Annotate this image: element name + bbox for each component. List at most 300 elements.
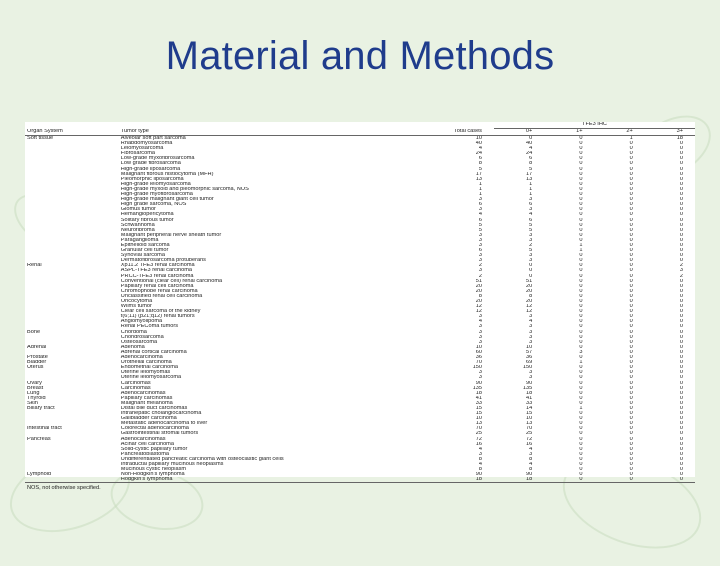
count-cell: 0 (645, 477, 695, 483)
tumor-type-cell: Adenocarcinoma (120, 355, 163, 361)
count-cell: 6 (478, 248, 482, 254)
count-cell: 0 (679, 253, 683, 259)
count-cell: 70 (475, 360, 482, 366)
organ-system-cell: Intestinal tract (27, 426, 62, 432)
count-cell: 0 (579, 375, 583, 381)
count-cell: 0 (629, 232, 633, 238)
count-cell: 0 (629, 212, 633, 218)
organ-system-cell: Thyroid (27, 395, 46, 401)
count-cell: 0 (629, 314, 633, 320)
count-cell: 41 (526, 395, 533, 401)
count-cell: 24 (526, 151, 533, 157)
count-cell: 0 (629, 268, 633, 274)
count-cell: 0 (679, 441, 683, 447)
count-cell: 0 (529, 268, 533, 274)
count-cell: 0 (679, 380, 683, 386)
count-cell: 0 (679, 324, 683, 330)
count-cell: 1 (629, 135, 633, 141)
count-cell: 0 (629, 278, 633, 284)
count-cell: 0 (579, 370, 583, 376)
tumor-type-cell: ASPL-TFE3 renal carcinoma (120, 268, 192, 274)
count-cell: 0 (629, 467, 633, 473)
count-cell: 0 (679, 446, 683, 452)
tumor-type-cell: High-grade myxoid and pleomorphic sarcoma, NOS (120, 186, 249, 192)
count-cell: 0 (679, 334, 683, 340)
tumor-type-cell: Adrenal cortical carcinoma (120, 349, 187, 355)
count-cell: 13 (475, 421, 482, 427)
tumor-type-cell: Chordoma (120, 329, 147, 335)
tumor-type-cell: Solitary fibrous tumor (120, 217, 174, 223)
count-cell: 0 (679, 349, 683, 355)
count-cell: 20 (475, 288, 482, 294)
count-cell: 135 (472, 385, 482, 391)
count-cell: 0 (579, 166, 583, 172)
tumor-type-cell: Uterine leiomyosarcoma (120, 375, 182, 381)
count-cell: 0 (629, 166, 633, 172)
count-cell: 3 (478, 339, 482, 345)
count-cell: 0 (579, 355, 583, 361)
count-cell: 25 (475, 431, 482, 437)
count-cell: 0 (679, 212, 683, 218)
count-cell: 0 (579, 222, 583, 228)
count-cell: 8 (478, 467, 482, 473)
count-cell: 18 (676, 135, 683, 141)
count-cell: 0 (629, 375, 633, 381)
count-cell: 10 (475, 344, 482, 350)
tumor-type-cell: High-grade myofibrosarcoma (120, 192, 193, 198)
count-cell: 8 (529, 467, 533, 473)
tumor-type-cell: Glomus tumor (120, 207, 156, 213)
tumor-type-cell: Adenoma (120, 344, 145, 350)
count-cell: 0 (629, 426, 633, 432)
count-cell: 0 (579, 202, 583, 208)
count-cell: 1 (478, 181, 482, 187)
organ-system-cell: Biliary tract (27, 405, 55, 411)
count-cell: 6 (529, 202, 533, 208)
count-cell: 18 (526, 390, 533, 396)
count-cell: 0 (679, 171, 683, 177)
count-cell: 0 (629, 197, 633, 203)
count-cell: 0 (629, 181, 633, 187)
tumor-type-cell: Leiomyosarcoma (120, 146, 164, 152)
count-cell: 90 (475, 472, 482, 478)
count-cell: 0 (579, 268, 583, 274)
count-cell: 3 (529, 197, 533, 203)
count-cell: 20 (475, 283, 482, 289)
count-cell: 33 (475, 400, 482, 406)
count-cell: 41 (475, 395, 482, 401)
tumor-type-cell: Low grade fibrosarcoma (120, 161, 181, 167)
count-cell: 0 (679, 288, 683, 294)
count-cell: 3 (529, 207, 533, 213)
count-cell: 0 (679, 451, 683, 457)
count-cell: 0 (629, 253, 633, 259)
count-cell: 0 (629, 380, 633, 386)
count-cell: 12 (526, 304, 533, 310)
count-cell: 0 (579, 253, 583, 259)
tumor-type-cell: Pleomorphic liposarcoma (120, 176, 184, 182)
count-cell: 0 (679, 202, 683, 208)
tumor-type-cell: Carcinomas (120, 380, 151, 386)
count-cell: 36 (526, 355, 533, 361)
count-cell: 1 (579, 360, 583, 366)
count-cell: 0 (629, 288, 633, 294)
count-cell: 0 (629, 141, 633, 147)
count-cell: 150 (522, 365, 533, 371)
count-cell: 0 (629, 472, 633, 478)
count-cell: 3 (478, 237, 482, 243)
count-cell: 70 (475, 426, 482, 432)
tumor-type-cell: Paraganglioma (120, 237, 159, 243)
count-cell: 3 (529, 451, 533, 457)
count-cell: 1 (529, 181, 533, 187)
count-cell: 3 (529, 334, 533, 340)
count-cell: 0 (579, 446, 583, 452)
count-cell: 5 (529, 248, 533, 254)
count-cell: 135 (522, 385, 533, 391)
count-cell: 5 (529, 166, 533, 172)
count-cell: 17 (475, 171, 482, 177)
count-cell: 0 (629, 385, 633, 391)
count-cell: 0 (679, 146, 683, 152)
count-cell: 0 (679, 207, 683, 213)
tumor-type-cell: Dermatofibrosarcoma protuberans (120, 258, 206, 264)
count-cell: 18 (427, 477, 494, 483)
count-cell: 0 (629, 273, 633, 279)
count-cell: 0 (629, 436, 633, 442)
table-image-panel (25, 122, 695, 492)
count-cell: 20 (526, 283, 533, 289)
count-cell: 0 (679, 304, 683, 310)
tumor-type-cell: Clear cell sarcoma of the kidney (120, 309, 201, 315)
count-cell: 0 (579, 217, 583, 223)
organ-system-cell: Adrenal (27, 344, 47, 350)
count-cell: 4 (529, 446, 533, 452)
count-cell: 0 (629, 334, 633, 340)
count-cell: 0 (579, 319, 583, 325)
tumor-type-cell: Malignant peripheral nerve sheath tumor (120, 232, 222, 238)
count-cell: 0 (579, 329, 583, 335)
column-header: 2+ (594, 129, 644, 136)
tumor-type-cell: Gallbladder carcinoma (120, 416, 177, 422)
tumor-type-cell: Gastrointestinal stromal tumors (120, 431, 199, 437)
count-cell: 0 (579, 263, 583, 269)
count-cell: 0 (579, 146, 583, 152)
count-cell: 0 (579, 395, 583, 401)
count-cell: 3 (529, 253, 533, 259)
count-cell: 0 (629, 421, 633, 427)
count-cell: 14 (526, 405, 533, 411)
count-cell: 0 (629, 222, 633, 228)
column-header-row (25, 129, 695, 136)
count-cell: 0 (579, 273, 583, 279)
tumor-type-cell: Mucinous cystic neoplasm (120, 467, 187, 473)
count-cell: 20 (526, 288, 533, 294)
count-cell: 0 (629, 441, 633, 447)
count-cell: 8 (478, 161, 482, 167)
count-cell: 0 (579, 135, 583, 141)
count-cell: 8 (478, 456, 482, 462)
count-cell: 25 (526, 431, 533, 437)
column-header: 3+ (645, 129, 695, 136)
tumor-type-cell: Papillary renal cell carcinoma (120, 283, 194, 289)
count-cell: 0 (629, 395, 633, 401)
tumor-type-cell: Rhabdomyosarcoma (120, 141, 173, 147)
count-cell: 3 (529, 370, 533, 376)
count-cell: 0 (579, 283, 583, 289)
count-cell: 0 (544, 477, 594, 483)
count-cell: 6 (478, 217, 482, 223)
organ-system-cell: Pancreas (27, 436, 51, 442)
count-cell: 0 (579, 278, 583, 284)
count-cell: 0 (629, 370, 633, 376)
count-cell: 0 (579, 431, 583, 437)
count-cell: 0 (679, 405, 683, 411)
count-cell: 0 (679, 141, 683, 147)
count-cell: 0 (579, 151, 583, 157)
tumor-type-cell: PRCC-TFE3 renal carcinoma (120, 273, 194, 279)
count-cell: 0 (679, 472, 683, 478)
count-cell: 0 (679, 355, 683, 361)
count-cell: 0 (629, 344, 633, 350)
tumor-type-cell: Adenocarcinomas (120, 390, 166, 396)
count-cell: 0 (679, 436, 683, 442)
count-cell: 69 (526, 360, 533, 366)
tumor-type-cell: Neurofibroma (120, 227, 155, 233)
tumor-type-cell: Conventional (clear cell) renal carcinoma (120, 278, 223, 284)
count-cell: 0 (679, 390, 683, 396)
count-cell: 0 (679, 360, 683, 366)
count-cell: 3 (478, 334, 482, 340)
count-cell: 0 (579, 344, 583, 350)
count-cell: 18 (494, 477, 544, 483)
count-cell: 12 (526, 309, 533, 315)
count-cell: 6 (529, 217, 533, 223)
count-cell: 0 (579, 385, 583, 391)
count-cell: 3 (478, 370, 482, 376)
count-cell: 60 (475, 349, 482, 355)
count-cell: 0 (629, 263, 633, 269)
count-cell: 4 (478, 462, 482, 467)
count-cell: 0 (679, 166, 683, 172)
tumor-type-cell: Non-Hodgkin's lymphoma (120, 472, 185, 478)
count-cell: 3 (579, 349, 583, 355)
count-cell: 0 (679, 283, 683, 289)
count-cell: 0 (579, 192, 583, 198)
count-cell: 0 (679, 197, 683, 203)
count-cell: 0 (629, 390, 633, 396)
count-cell: 20 (526, 299, 533, 304)
tumor-type-cell: Malignant melanoma (120, 400, 173, 406)
count-cell: 0 (679, 161, 683, 167)
count-cell: 0 (679, 370, 683, 376)
tumor-type-cell: Granular cell tumor (120, 248, 169, 254)
count-cell: 0 (629, 156, 633, 162)
count-cell: 4 (478, 146, 482, 152)
count-cell: 0 (579, 207, 583, 213)
count-cell: 0 (579, 212, 583, 218)
count-cell: 0 (579, 227, 583, 233)
count-cell: 3 (478, 451, 482, 457)
count-cell: 0 (579, 293, 583, 299)
tumor-type-cell: Papillary carcinomas (120, 395, 173, 401)
count-cell: 0 (629, 400, 633, 406)
count-cell: 0 (629, 304, 633, 310)
count-cell: 0 (679, 156, 683, 162)
tumor-type-cell: Adenocarcinomas (120, 436, 166, 442)
count-cell: 0 (579, 309, 583, 315)
count-cell: 0 (579, 441, 583, 447)
count-cell: 0 (579, 456, 583, 462)
header-group-tfe3: TFE3 IHC (494, 122, 695, 129)
count-cell: 8 (529, 456, 533, 462)
count-cell: 5 (529, 222, 533, 228)
tumor-type-cell: Colorectal adenocarcinoma (120, 426, 189, 432)
tumor-type-cell: Osteosarcoma (120, 339, 158, 345)
count-cell: 51 (475, 278, 482, 284)
count-cell: 3 (478, 258, 482, 264)
count-cell: 0 (679, 248, 683, 254)
count-cell: 0 (529, 263, 533, 269)
tumor-type-cell: Endometrial carcinoma (120, 365, 179, 371)
count-cell: 0 (629, 186, 633, 192)
count-cell: 0 (679, 416, 683, 422)
count-cell: 0 (579, 197, 583, 203)
count-cell: 10 (526, 344, 533, 350)
count-cell: 8 (529, 161, 533, 167)
count-cell: 0 (579, 421, 583, 427)
count-cell: 4 (529, 462, 533, 467)
tumor-type-cell: Epithelioid sarcoma (120, 242, 170, 248)
count-cell: 1 (478, 192, 482, 198)
count-cell: 20 (475, 299, 482, 304)
table-row (25, 477, 695, 483)
count-cell: 40 (475, 141, 482, 147)
count-cell: 0 (579, 181, 583, 187)
count-cell: 0 (629, 462, 633, 467)
tumor-type-cell: Alveolar soft part sarcoma (120, 135, 186, 141)
count-cell: 0 (679, 426, 683, 432)
count-cell: 0 (679, 462, 683, 467)
count-cell: 6 (478, 156, 482, 162)
count-cell: 3 (478, 232, 482, 238)
tumor-type-cell: Carcinomas (120, 385, 151, 391)
count-cell: 0 (629, 237, 633, 243)
tumor-type-cell: Hemangiopericytoma (120, 212, 174, 218)
count-cell: 0 (579, 451, 583, 457)
column-header: Organ System (25, 129, 119, 136)
count-cell: 0 (529, 135, 533, 141)
count-cell: 0 (629, 349, 633, 355)
count-cell: 5 (478, 222, 482, 228)
count-cell: 8 (478, 293, 482, 299)
count-cell: 8 (529, 293, 533, 299)
count-cell: 0 (679, 186, 683, 192)
count-cell: 0 (679, 467, 683, 473)
count-cell: 0 (629, 329, 633, 335)
count-cell: 0 (579, 339, 583, 345)
table-footnote: NOS, not otherwise specified. (27, 485, 101, 492)
count-cell: 0 (579, 314, 583, 320)
count-cell: 0 (679, 242, 683, 248)
count-cell: 16 (526, 441, 533, 447)
count-cell: 3 (529, 375, 533, 381)
count-cell: 0 (594, 477, 644, 483)
count-cell: 5 (529, 227, 533, 233)
count-cell: 3 (529, 237, 533, 243)
count-cell: 3 (529, 339, 533, 345)
count-cell: 15 (475, 411, 482, 417)
count-cell: 4 (478, 319, 482, 325)
count-cell: 0 (579, 176, 583, 182)
count-cell: 1 (529, 186, 533, 192)
count-cell: 0 (579, 365, 583, 371)
count-cell: 1 (478, 186, 482, 192)
count-cell: 0 (579, 232, 583, 238)
tumor-type-cell: High-grade malignant giant cell tumor (120, 197, 214, 203)
count-cell: 3 (529, 232, 533, 238)
count-cell: 36 (475, 355, 482, 361)
count-cell: 2 (478, 273, 482, 279)
tumor-type-cell: Xp11.2 TFE3 renal carcinoma (120, 263, 195, 269)
organ-system-cell: Renal (27, 263, 42, 269)
count-cell: 0 (629, 171, 633, 177)
count-cell: 0 (679, 314, 683, 320)
count-cell: 0 (579, 304, 583, 310)
tumor-type-cell: High grade sarcoma, NOS (120, 202, 187, 208)
count-cell: 17 (526, 171, 533, 177)
count-cell: 3 (478, 207, 482, 213)
count-cell: 0 (629, 431, 633, 437)
count-cell: 0 (629, 309, 633, 315)
tumor-type-cell: Renal PEComa tumors (120, 324, 178, 330)
count-cell: 0 (579, 171, 583, 177)
count-cell: 13 (526, 421, 533, 427)
count-cell: 0 (679, 319, 683, 325)
count-cell: 0 (679, 217, 683, 223)
count-cell: 0 (679, 227, 683, 233)
organ-system-cell: Lung (27, 390, 40, 396)
count-cell: 0 (679, 309, 683, 315)
tumor-type-cell: High-grade leiomyosarcoma (120, 181, 191, 187)
count-cell: 4 (478, 212, 482, 218)
count-cell: 3 (478, 329, 482, 335)
column-header: 1+ (544, 129, 594, 136)
count-cell: 0 (629, 293, 633, 299)
count-cell: 0 (579, 416, 583, 422)
count-cell: 0 (579, 258, 583, 264)
count-cell: 3 (529, 258, 533, 264)
count-cell: 0 (629, 405, 633, 411)
organ-system-cell: Soft tissue (27, 135, 54, 141)
tumor-type-cell: Oncocytoma (120, 299, 153, 304)
tumor-type-cell: Intrahepatic cholangiocarcinoma (120, 411, 202, 417)
count-cell: 0 (579, 299, 583, 304)
count-cell: 0 (679, 278, 683, 284)
count-cell: 0 (579, 156, 583, 162)
count-cell: 0 (579, 161, 583, 167)
tumor-type-cell: Intraductal papillary mucinous neoplasms (120, 462, 224, 467)
tumor-type-cell: Distal bile duct carcinomas (120, 405, 188, 411)
organ-system-cell: Bladder (27, 360, 47, 366)
count-cell: 12 (475, 309, 482, 315)
count-cell: 0 (629, 258, 633, 264)
count-cell: 0 (629, 355, 633, 361)
count-cell: 4 (529, 319, 533, 325)
tumor-table (25, 122, 695, 483)
count-cell: 0 (629, 248, 633, 254)
tumor-type-cell: Hodgkin's lymphoma (119, 477, 427, 483)
